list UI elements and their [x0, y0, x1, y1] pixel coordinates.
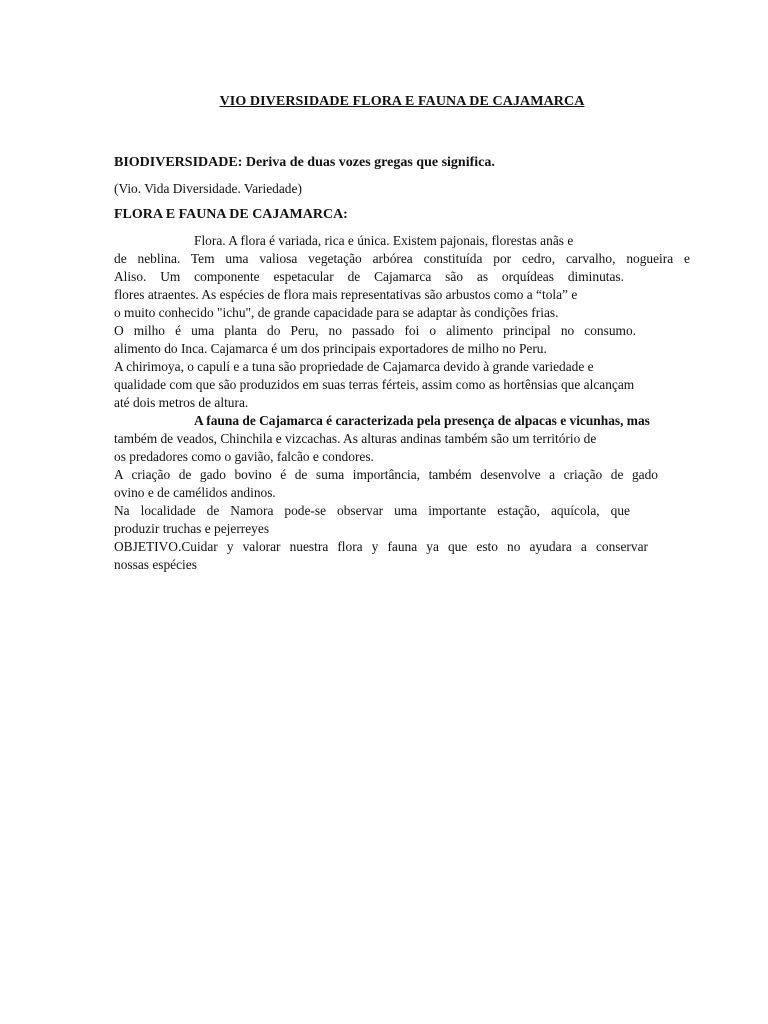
- namora-paragraph-line-1: Na localidade de Namora pode-se observar uma importante estação, aquícola, que: [114, 503, 630, 518]
- cattle-paragraph-line-2: ovino e de camélidos andinos.: [114, 485, 276, 500]
- flora-paragraph-line-3: Aliso. Um componente espetacular de Cajamarca são as orquídeas diminutas.: [114, 269, 624, 284]
- flora-paragraph-line-4: flores atraentes. As espécies de flora mais representativas são arbustos como a “tola” e: [114, 287, 578, 302]
- fruit-paragraph-line-2: qualidade com que são produzidos em suas terras férteis, assim como as hortênsias que alcançam: [114, 377, 635, 392]
- document-page: [114, 94, 690, 574]
- objective-line-2: nossas espécies: [114, 557, 197, 572]
- fauna-paragraph-line-2: também de veados, Chinchila e vizcachas. As alturas andinas também são um território de: [114, 431, 597, 446]
- fruit-paragraph-line-1: A chirimoya, o capulí e a tuna são propriedade de Cajamarca devido à grande variedade e: [114, 359, 594, 374]
- biodiversity-heading: BIODIVERSIDADE: Deriva de duas vozes gregas que significa.: [114, 155, 495, 170]
- biodiversity-note: (Vio. Vida Diversidade. Variedade): [114, 181, 302, 196]
- flora-paragraph-line-1: [114, 232, 690, 250]
- objective-line-1: OBJETIVO.Cuidar y valorar nuestra flora y fauna ya que esto no ayudara a conservar: [114, 539, 648, 554]
- corn-paragraph-line-2: alimento do Inca. Cajamarca é um dos principais exportadores de milho no Peru.: [114, 341, 547, 356]
- cattle-paragraph-line-1: A criação de gado bovino é de suma importância, também desenvolve a criação de gado: [114, 467, 658, 482]
- namora-paragraph-line-2: produzir truchas e pejerreyes: [114, 521, 270, 536]
- text-line: Flora. A flora é variada, rica e única. Existem pajonais, florestas anãs e: [194, 233, 574, 248]
- fauna-paragraph-line-3: os predadores como o gavião, falcão e condores.: [114, 449, 374, 464]
- corn-paragraph-line-1: O milho é uma planta do Peru, no passado foi o alimento principal no consumo.: [114, 323, 636, 338]
- text-line: A fauna de Cajamarca é caracterizada pela presença de alpacas e vicunhas, mas: [194, 413, 650, 428]
- document-title: VIO DIVERSIDADE FLORA E FAUNA DE CAJAMARCA: [219, 94, 585, 109]
- fruit-paragraph-line-3: até dois metros de altura.: [114, 395, 249, 410]
- flora-fauna-heading: FLORA E FAUNA DE CAJAMARCA:: [114, 207, 348, 222]
- flora-paragraph-line-2: de neblina. Tem uma valiosa vegetação arbórea constituída por cedro, carvalho, nogueira e: [114, 251, 690, 266]
- flora-paragraph-line-5: o muito conhecido "ichu", de grande capacidade para se adaptar às condições frias.: [114, 305, 559, 320]
- fauna-paragraph-line-1: [114, 412, 690, 430]
